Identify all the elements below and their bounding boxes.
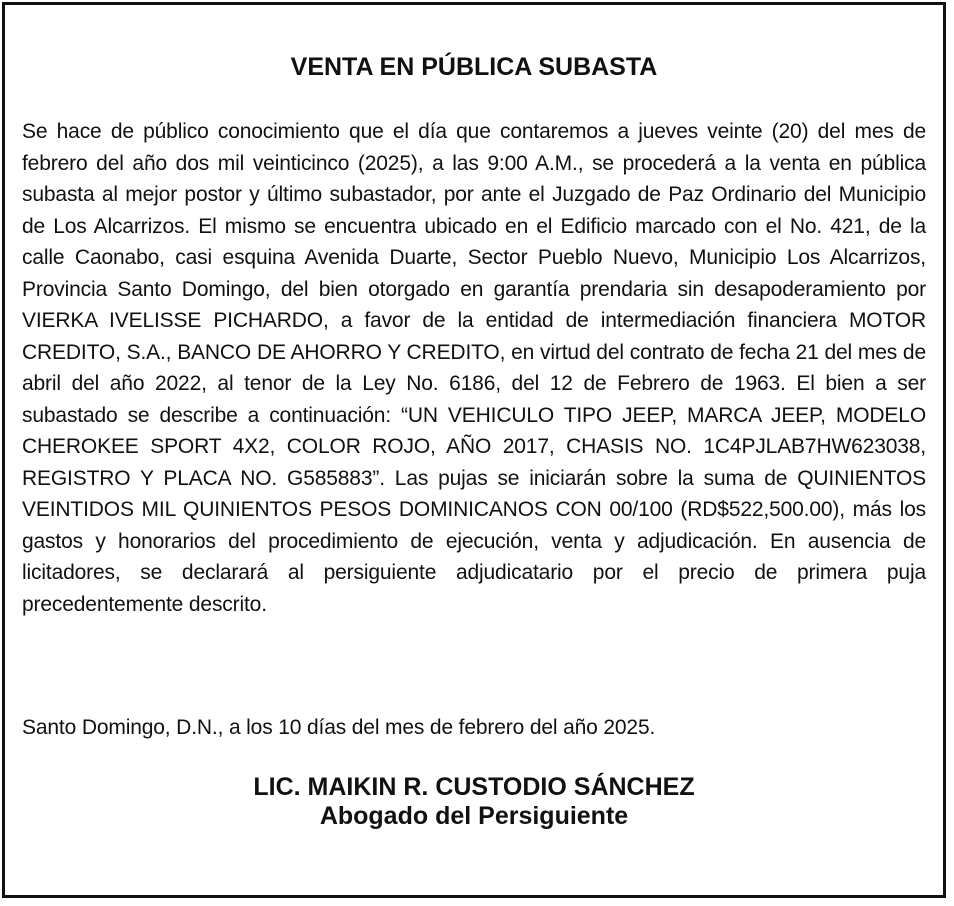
notice-body: Se hace de público conocimiento que el día que contaremos a jueves veinte (20) del mes de febrero del año dos mil veinticinco (2025), a las 9:00 A.M., se procederá a la venta en pública subasta al mejor postor y último subastador, por ante el Juzgado de Paz Ordinario del Municipio de Los Alcarrizos. El mismo se encuentra ubicado en el Edificio marcado con el No. 421, de la calle Caonabo, casi esquina Avenida Duarte, Sector Pueblo Nuevo, Municipio Los Alcarrizos, Provincia Santo Domingo, del bien otorgado en garantía prendaria sin desapoderamiento por VIERKA IVELISSE PICHARDO, a favor de la entidad de intermediación financiera MOTOR CREDITO, S.A., BANCO DE AHORRO Y CREDITO, en virtud del contrato de fecha 21 del mes de abril del año 2022, al tenor de la Ley No. 6186, del 12 de Febrero de 1963. El bien a ser subastado se describe a continuación: “UN VEHICULO TIPO JEEP, MARCA JEEP, MODELO CHEROKEE SPORT 4X2, COLOR ROJO, AÑO 2017, CHASIS NO. 1C4PJLAB7HW623038, REGISTRO Y PLACA NO. G585883”. Las pujas se iniciarán sobre la suma de QUINIENTOS VEINTIDOS MIL QUINIENTOS PESOS DOMINICANOS CON 00/100 (RD$522,500.00), más los gastos y honorarios del procedimiento de ejecución, venta y adjudicación. En ausencia de licitadores, se declarará al persiguiente adjudicatario por el precio de primera puja precedentemente descrito. [22,120,926,616]
signer-name: LIC. MAIKIN R. CUSTODIO SÁNCHEZ [253,773,695,801]
notice-title: VENTA EN PÚBLICA SUBASTA [290,53,658,81]
legal-notice-box [2,2,946,898]
signer-role: Abogado del Persiguiente [319,802,629,830]
signature-block [5,773,943,831]
notice-date-line: Santo Domingo, D.N., a los 10 días del mes de febrero del año 2025. [22,716,656,739]
